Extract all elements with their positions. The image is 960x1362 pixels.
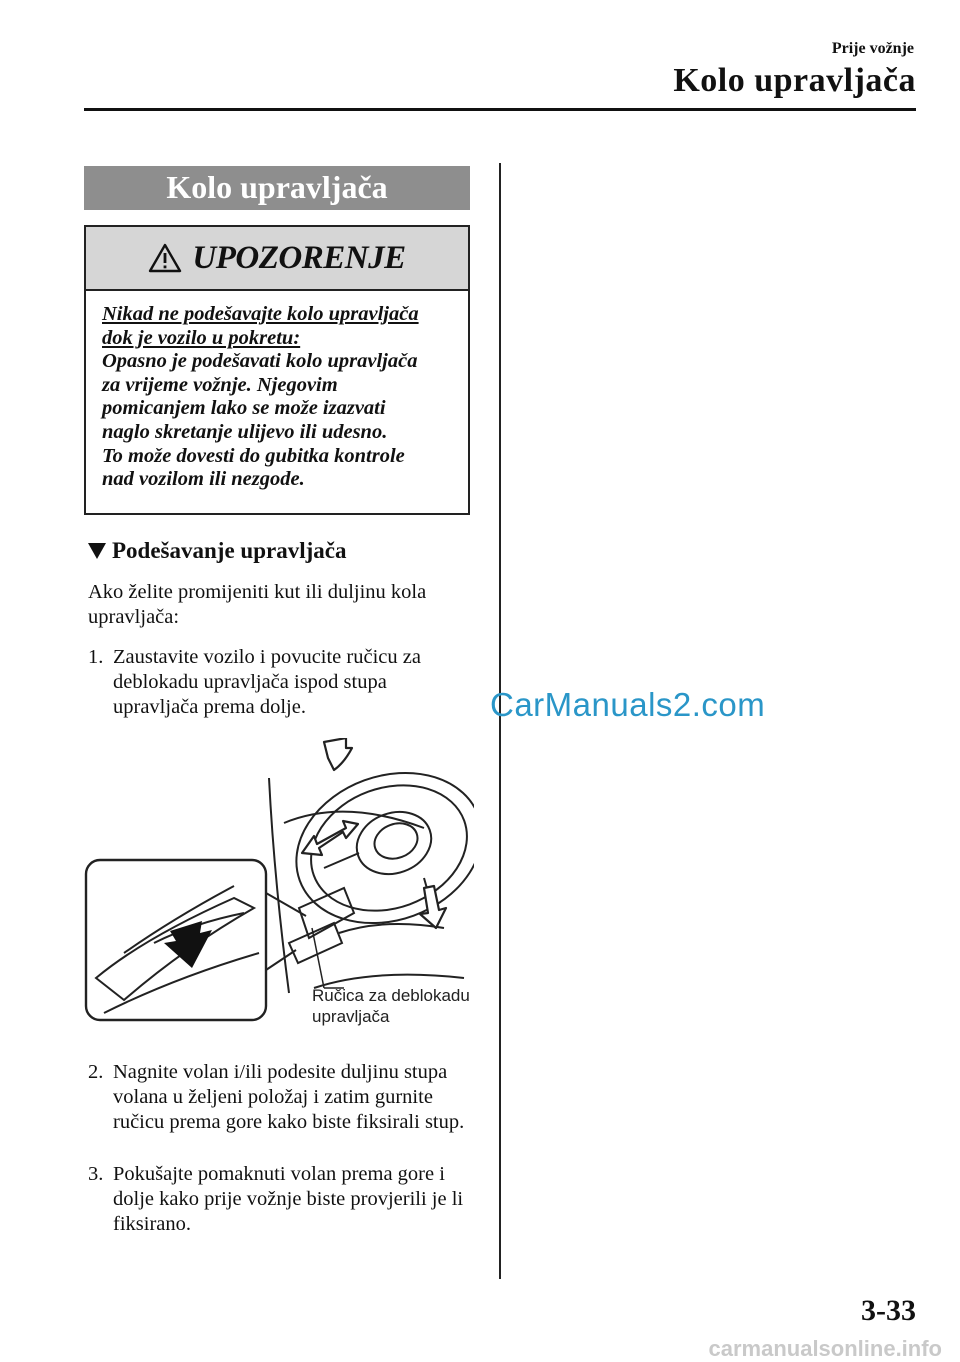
figure-caption [312,985,470,1027]
footer-watermark: carmanualsonline.info [708,1336,942,1361]
intro-paragraph: Ako želite promijeniti kut ili duljinu kola upravljača: [88,581,427,628]
warning-line: za vrijeme vožnje. Njegovim [102,373,338,396]
step-number: 2. [88,1061,104,1083]
step-text: Nagnite volan i/ili podesite duljinu stupa volana u željeni položaj i zatim gurnite ručicu prema gore kako biste fiksirali stup. [113,1061,465,1133]
warning-text [102,303,462,492]
step-2 [88,1060,470,1135]
step-text: Zaustavite vozilo i povucite ručicu za deblokadu upravljača ispod stupa upravljača prema dolje. [113,646,421,718]
subsection-heading [88,538,346,564]
warning-title: UPOZORENJE [192,239,406,276]
step-text: Pokušajte pomaknuti volan prema gore i dolje kako prije vožnje biste provjerili je li fiksirano. [113,1163,464,1235]
page-number: 3-33 [861,1294,916,1327]
warning-lead: Nikad ne podešavajte kolo upravljača [102,303,419,325]
warning-lead: dok je vozilo u pokretu: [102,326,301,349]
triangle-down-icon [88,543,106,559]
running-header-chapter: Kolo upravljača [673,62,916,99]
arrow-down-icon [420,886,446,928]
header-rule [84,108,916,111]
arrow-up-icon [324,738,352,770]
caption-line: Ručica za deblokadu [312,986,470,1005]
running-header-section: Prije vožnje [831,40,914,57]
warning-triangle-icon [148,243,182,273]
step-number: 1. [88,646,104,668]
section-banner: Kolo upravljača [84,166,470,210]
warning-line: pomicanjem lako se može izazvati [102,397,386,420]
arrow-telescope-icon [302,821,358,855]
step-3 [88,1162,470,1237]
step-1 [88,645,470,720]
watermark: CarManuals2.com [490,686,766,723]
warning-box [84,225,470,515]
warning-line: nad vozilom ili nezgode. [102,468,305,491]
warning-header [86,227,468,291]
warning-line: Opasno je podešavati kolo upravljača [102,350,418,373]
caption-line: upravljača [312,1007,390,1026]
step-number: 3. [88,1163,104,1185]
warning-line: naglo skretanje ulijevo ili udesno. [102,420,388,443]
subsection-title: Podešavanje upravljača [112,538,347,563]
warning-line: To može dovesti do gubitka kontrole [102,444,405,467]
